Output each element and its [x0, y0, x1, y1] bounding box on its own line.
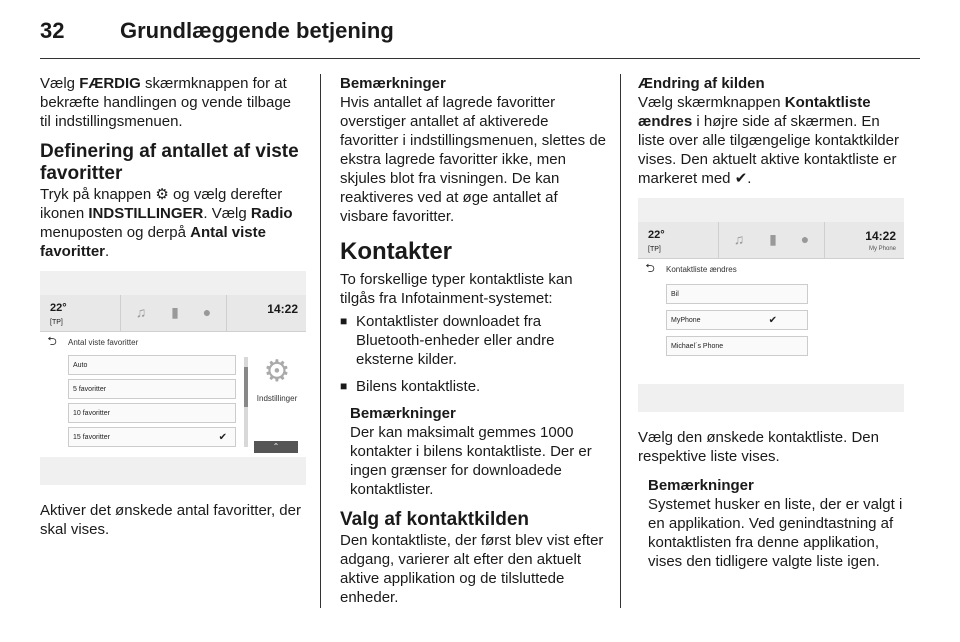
- circle-icon: ●: [800, 231, 810, 247]
- settings-shortcut: [252, 355, 302, 425]
- heading-favorites-count: Definering af antallet af viste favoritter: [40, 141, 299, 184]
- list-item: 10 favoritter: [68, 403, 236, 423]
- music-icon: ♫: [135, 304, 147, 320]
- check-icon: ✔: [734, 170, 748, 187]
- clock: 14:22: [865, 229, 896, 243]
- page-title: Grundlæggende betjening: [120, 18, 394, 43]
- list-item: 15 favoritter ✔: [68, 427, 236, 447]
- scrollbar: [244, 357, 248, 447]
- screen-header: Kontaktliste ændres: [666, 265, 737, 274]
- chevron-up-icon: ⌃: [254, 441, 298, 453]
- tp-indicator: [TP]: [648, 246, 661, 253]
- note-favorites: Bemærkninger Hvis antallet af lagrede favoritter overstiger antallet af aktiverede favoritter i indstillingsmenuen, slettes de ekstra lagrede favoritter ikke, men skjules blot fra visningen. De kan reaktiveres ved at øge antallet af visbare favoritter.: [340, 75, 606, 225]
- settings-label: Indstillinger: [256, 394, 298, 403]
- screen-display: [40, 295, 306, 457]
- status-bar: [638, 222, 904, 259]
- screenshot-contact-lists: [638, 198, 904, 412]
- check-icon: ✔: [218, 432, 227, 443]
- paragraph-instructions: Tryk på knappen ⚙ og vælg derefter ikonen INDSTILLINGER. Vælg Radio menuposten og derpå Antal viste favoritter.: [40, 186, 293, 260]
- heading-change-source: Ændring af kilden: [638, 75, 765, 92]
- back-icon: ⮌: [645, 261, 655, 275]
- contact-types-list: [340, 312, 606, 396]
- status-bar: [40, 295, 306, 332]
- temperature: 22°: [50, 302, 67, 314]
- back-icon: ⮌: [47, 334, 57, 348]
- list-item: ■ Kontaktlister downloadet fra Bluetooth-enheder eller andre eksterne kilder.: [340, 312, 606, 369]
- list-item: 5 favoritter: [68, 379, 236, 399]
- list-item: Bil: [666, 284, 808, 304]
- clock: 14:22: [267, 302, 298, 316]
- phone-icon: ▮: [769, 231, 777, 247]
- column-2: [340, 74, 606, 617]
- paragraph-activate: Aktiver det ønskede antal favoritter, der skal vises.: [40, 502, 301, 538]
- music-icon: ♫: [733, 231, 745, 247]
- list-item: Auto: [68, 355, 236, 375]
- page-number: 32: [40, 18, 65, 43]
- check-icon: ✔: [768, 315, 777, 326]
- note-remember-list: Bemærkninger Systemet husker en liste, der er valgt i en applikation. Ved genindtastning af kontaktlisten fra denne applikation, vises den tidligere valgte liste igen.: [648, 477, 903, 570]
- list-item: MyPhone ✔: [666, 310, 808, 330]
- home-icon: ⚙: [155, 186, 169, 203]
- heading-select-source: Valg af kontaktkilden: [340, 509, 529, 530]
- column-3: [638, 74, 904, 581]
- phone-name: My Phone: [868, 246, 896, 252]
- tp-indicator: [TP]: [50, 319, 63, 326]
- screenshot-favorites: [40, 271, 306, 485]
- paragraph-change-source: Vælg skærmknappen Kontaktliste ændres i højre side af skærmen. En liste over alle tilgængelige kontaktkilder vises. Den aktuelt aktive kontaktliste er markeret med ✔.: [638, 94, 899, 187]
- paragraph-select-list: Vælg den ønskede kontaktliste. Den respektive liste vises.: [638, 429, 879, 465]
- phone-icon: ▮: [171, 304, 179, 320]
- screen-header: Antal viste favoritter: [68, 338, 139, 347]
- circle-icon: ●: [202, 304, 212, 320]
- column-divider: [620, 74, 621, 608]
- column-1: [40, 74, 306, 549]
- list-item: ■ Bilens kontaktliste.: [340, 377, 606, 396]
- heading-contacts: Kontakter: [340, 238, 453, 265]
- column-divider: [320, 74, 321, 608]
- paragraph-contacts-intro: To forskellige typer kontaktliste kan tilgås fra Infotainment-systemet:: [340, 271, 573, 307]
- header-rule: [40, 58, 920, 59]
- note-contacts-limit: Bemærkninger Der kan maksimalt gemmes 1000 kontakter i bilens kontaktliste. Der er ingen grænser for downloadede kontaktlister.: [350, 405, 592, 498]
- temperature: 22°: [648, 229, 665, 241]
- paragraph-confirm: Vælg FÆRDIG skærmknappen for at bekræfte handlingen og vende tilbage til indstillingsmenuen.: [40, 75, 292, 130]
- gear-icon: ⚙: [263, 355, 291, 388]
- screen-display: [638, 222, 904, 384]
- page-header: [40, 14, 920, 58]
- paragraph-source: Den kontaktliste, der først blev vist efter adgang, varierer alt efter den aktuelt aktive applikation og de tilsluttede enheder.: [340, 532, 604, 606]
- list-item: Michael´s Phone: [666, 336, 808, 356]
